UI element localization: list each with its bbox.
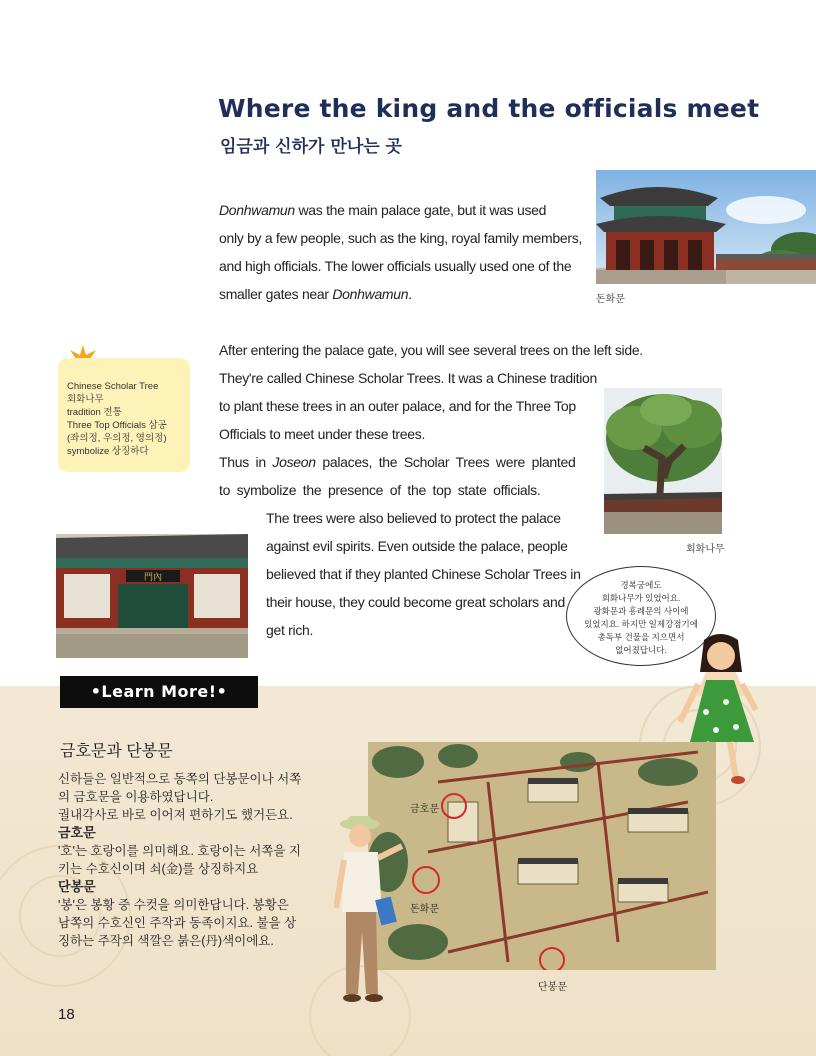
- bubble-line: 회화나무가 있었어요.: [601, 593, 681, 603]
- vocab-item: 회화나무: [67, 394, 104, 405]
- learn-more-badge: •Learn More!•: [60, 676, 258, 708]
- map-label-geumhomun: 금호문: [410, 804, 439, 815]
- intro-paragraph: Donhwamun was the main palace gate, but it was used only by a few people, such as the king, royal family members, and high officials. The lower officials usually used one of the smaller gates near Donhwamun.: [219, 202, 582, 302]
- learn-more-body: 신하들은 일반적으로 동쪽의 단봉문이나 서쪽 의 금호문을 이용하였답니다. 궐내각사로 바로 이어져 편하기도 했거든요. 금호문 '호'는 호랑이를 의미해요. 호랑이는 서쪽을 지 키는 수호신이며 쇠(金)를 상징하지요 단봉문 '봉'은 봉황 중 수컷을 의미한답니다. 봉황은 남쪽의 수호신인 주작과 동족이지요. 불을 상 징하는 주작의 색깔은 붉은(丹)색이에요.: [58, 772, 302, 948]
- gate-sign-text: 門內: [143, 573, 163, 583]
- map-label-donhwamun: 돈화문: [410, 904, 439, 915]
- page-number: 18: [58, 1006, 75, 1023]
- bubble-line: 있었지요. 하지만 일제강점기에: [584, 619, 698, 629]
- bubble-line: 총독부 건물을 지으면서: [597, 632, 685, 642]
- donhwamun-photo: [596, 170, 816, 284]
- scholar-tree-caption: 회화나무: [686, 544, 725, 555]
- scholar-tree-photo: [604, 388, 722, 534]
- subheading-danbongmun: 단봉문: [58, 879, 96, 894]
- bubble-line: 광화문과 흥례문의 사이에: [593, 606, 689, 616]
- man-illustration: [334, 812, 404, 1006]
- subheading-geumhomun: 금호문: [58, 825, 96, 840]
- trees-paragraph: After entering the palace gate, you will see several trees on the left side. They're called Chinese Scholar Trees. It was a Chinese tradition to plant these trees in an outer palace, and for the Three Top Officials to meet under these trees. Thus in Joseon palaces, the Scholar Trees were planted to symbolize the presence of the top state officials.: [219, 342, 643, 498]
- vocab-item: Chinese Scholar Tree: [67, 381, 159, 392]
- vocab-item: (좌의정, 우의정, 영의정): [67, 433, 167, 444]
- learn-more-heading: 금호문과 단봉문: [60, 743, 173, 760]
- bubble-line: 없어졌답니다.: [615, 645, 667, 655]
- vocab-item: tradition 전통: [67, 407, 122, 418]
- map-label-danbongmun: 단봉문: [538, 982, 567, 993]
- bubble-line: 경복궁에도: [620, 580, 662, 590]
- palace-map-painting: [368, 742, 716, 970]
- page-subtitle: 임금과 신하가 만나는 곳: [220, 137, 402, 157]
- vocab-item: symbolize 상징하다: [67, 446, 149, 457]
- vocab-note: [58, 358, 190, 472]
- donhwamun-caption: 돈화문: [596, 294, 625, 305]
- page-title: Where the king and the officials meet: [218, 94, 760, 123]
- inner-gate-photo: [56, 534, 248, 658]
- trees-paragraph-continued: The trees were also believed to protect the palace against evil spirits. Even outside the palace, people believed that if they planted Chinese Scholar Trees in their house, they could become great scholars and get rich.: [266, 510, 581, 638]
- vocab-item: Three Top Officials 삼공: [67, 420, 167, 431]
